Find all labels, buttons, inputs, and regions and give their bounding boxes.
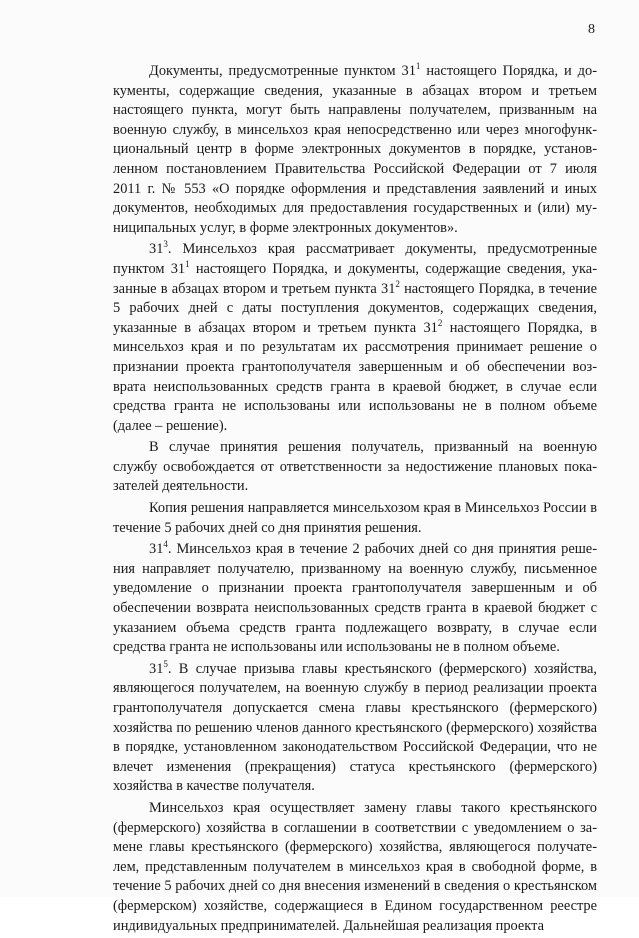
paragraph (113, 660, 597, 797)
paragraph (113, 799, 597, 936)
paragraph (113, 499, 597, 538)
text-run: настоящего Порядка, и документы, содержащие сведения, указанные в абзацах втором и третьем пункта 31 (113, 260, 597, 297)
paragraph (113, 62, 597, 238)
text-run: 31 (149, 241, 164, 258)
text-run: Копия решения направляется минсельхозом края в Минсельхоз России в течение 5 рабочих дней со дня принятия решения. (113, 500, 597, 536)
text-run: 31 (149, 660, 164, 677)
body-text (113, 62, 597, 938)
text-run: . В случае призыва главы крестьянского (фермерского) хозяйства, являющегося получателем, на военную службу в период реализации проекта грантополучателя допускается смена главы крестьянского (фермерского) хозяйства по решению членов данного крестьянского (фермерского) хозяйства в порядке, установленном законодательством Российской Федерации, что не влечет изменения (прекращения) статуса крестьянского (фермерского) хозяйства в качестве получателя. (113, 660, 597, 795)
superscript: 4 (163, 539, 168, 550)
text-run: Документы, предусмотренные пунктом 31 (149, 63, 416, 79)
page-number: 8 (588, 22, 595, 37)
text-run: настоящего Порядка, в минсельхоз края и по результатам их рассмотрения принимает решение о признании проекта грантополучателя завершенным и об обеспечении возврата неиспользованных средств гранта в краевой бюджет, в случае если средства гранта не использованы или использованы не в полном объеме (далее – решение). (113, 319, 597, 434)
paragraph (113, 540, 597, 658)
superscript: 1 (185, 258, 190, 269)
superscript: 5 (163, 658, 168, 669)
superscript: 2 (437, 317, 443, 328)
text-run: настоящего Порядка, и документы, содержащие сведения, указанные в абзацах втором и третьем настоящего пункта, могут быть направлены получателем, призванным на военную службу, в минсельхоз края непосредственно или через многофункциональный центр в форме электронных документов в порядке, установленном постановлением Правительства Российской Федерации от 7 июля 2011 г. № 553 «О порядке оформления и представления заявлений и иных документов, необходимых для предоставления государственных и (или) муниципальных услуг, в форме электронных документов». (113, 63, 597, 236)
superscript: 2 (395, 278, 400, 289)
paragraph (113, 240, 597, 436)
text-run: . Минсельхоз края рассматривает документы, предусмотренные пунктом 31 (113, 241, 597, 277)
text-run: . Минсельхоз края в течение 2 рабочих дней со дня принятия решения направляет получателю, призванному на военную службу, письменное уведомление о признании проекта грантополучателя завершенным и об обеспечении возврата неиспользованных средств гранта в краевой бюджет с указанием объема средств гранта подлежащего возврату, в случае если средства гранта не использованы или использованы не в полном объеме. (113, 541, 597, 656)
text-run: В случае принятия решения получатель, призванный на военную службу освобождается от ответственности за недостижение плановых показателей деятельности. (113, 439, 597, 495)
text-run: 31 (149, 541, 164, 558)
paragraph (113, 438, 597, 497)
text-run: Минсельхоз края осуществляет замену главы такого крестьянского (фермерского) хозяйства в соглашении в соответствии с уведомлением о замене главы крестьянского (фермерского) хозяйства, являющегося получателем, представленным получателем в минсельхоз края в свободной форме, в течение 5 рабочих дней со дня внесения изменений в сведения о крестьянском (фермерском) хозяйстве, содержащиеся в Едином государственном реестре индивидуальных предпринимателей. Дальнейшая реализация проекта (113, 799, 597, 934)
text-run: настоящего Порядка, в течение 5 рабочих дней с даты поступления документов, содержащих сведения, указанные в абзацах втором и третьем пункта 31 (113, 280, 597, 336)
superscript: 1 (415, 61, 421, 71)
superscript: 3 (163, 239, 168, 250)
